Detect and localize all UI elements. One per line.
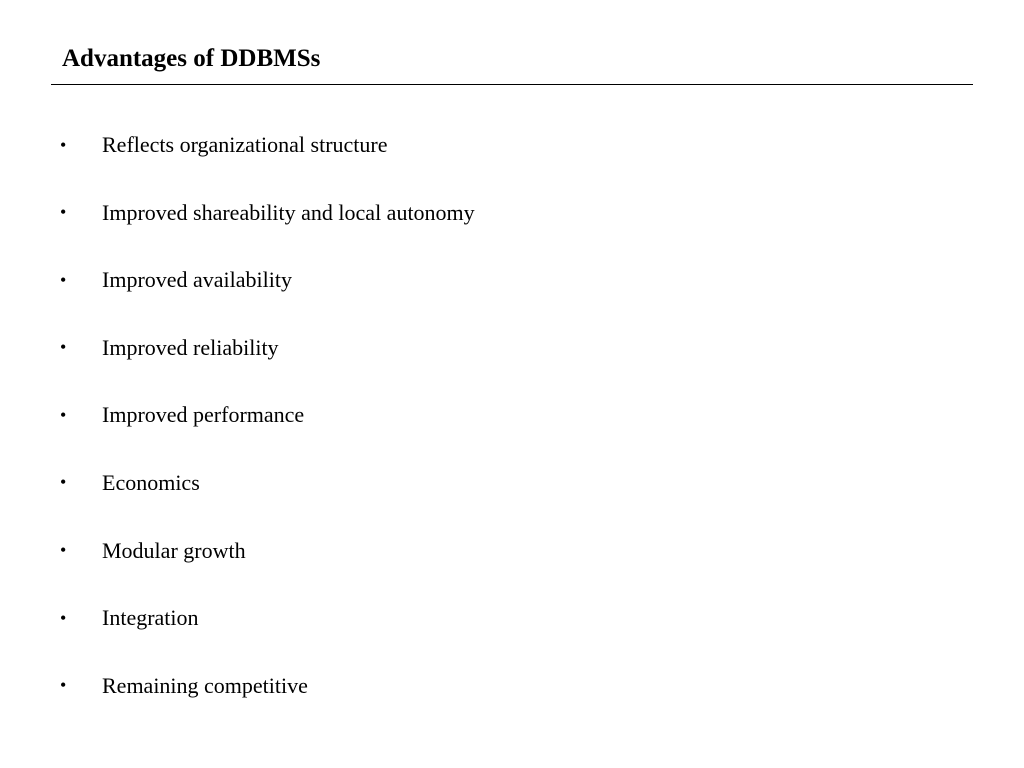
list-item-text: Economics	[102, 469, 200, 495]
list-item	[58, 331, 475, 365]
list-item-text: Improved availability	[102, 267, 292, 293]
bullet-icon: •	[60, 134, 67, 155]
title-divider	[51, 84, 973, 85]
bullet-icon: •	[60, 269, 67, 290]
bullet-icon: •	[60, 404, 67, 425]
list-item	[58, 466, 475, 500]
list-item	[58, 263, 475, 297]
list-item-text: Improved shareability and local autonomy	[102, 199, 475, 225]
bullet-icon: •	[60, 202, 67, 223]
bullet-icon: •	[60, 540, 67, 561]
list-item	[58, 534, 475, 568]
list-item-text: Reflects organizational structure	[102, 132, 388, 157]
list-item-text: Integration	[102, 605, 199, 631]
list-item	[58, 196, 475, 230]
list-item	[58, 669, 475, 703]
bullet-icon: •	[60, 472, 67, 493]
list-item	[58, 128, 475, 162]
slide-title: Advantages of DDBMSs	[62, 45, 321, 72]
bullet-icon: •	[60, 675, 67, 696]
list-item	[58, 398, 475, 432]
bullet-list	[58, 128, 475, 736]
bullet-icon: •	[60, 337, 67, 358]
list-item	[58, 601, 475, 635]
list-item-text: Improved performance	[102, 402, 305, 428]
list-item-text: Improved reliability	[102, 334, 279, 360]
list-item-text: Modular growth	[102, 537, 246, 563]
list-item-text: Remaining competitive	[102, 672, 308, 698]
bullet-icon: •	[60, 607, 67, 628]
